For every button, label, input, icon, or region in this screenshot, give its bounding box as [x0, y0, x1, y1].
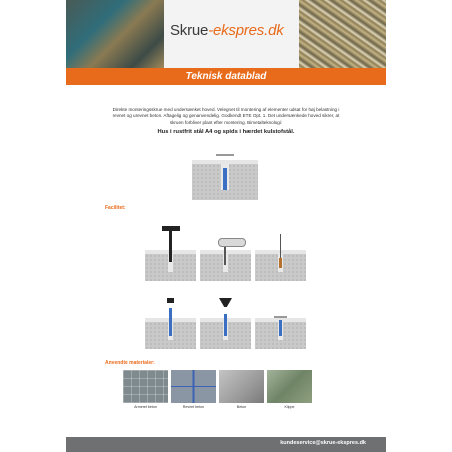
- page-title: Teknisk datablad: [185, 71, 267, 82]
- screw-icon: [169, 308, 172, 336]
- footer-bar: [66, 437, 386, 452]
- facilitet-label: Facilitet:: [105, 205, 126, 211]
- screw-icon: [279, 320, 282, 336]
- screws-photo: [299, 0, 386, 68]
- brand-logo[interactable]: [170, 22, 284, 39]
- screw-icon: [224, 314, 227, 336]
- installed-screw-diagram: [192, 160, 258, 200]
- fixture-icon: [274, 316, 287, 318]
- step-5-tighten: [200, 318, 251, 349]
- step-3-measure: [255, 250, 306, 281]
- impact-driver-icon: [219, 298, 232, 307]
- contact-email-link[interactable]: kundeservice@skrue-ekspres.dk: [280, 440, 366, 446]
- logo-accent-text: -ekspres.dk: [208, 22, 284, 39]
- material-caption: Revnet beton: [182, 405, 205, 409]
- material-caption: Klippe: [284, 405, 295, 409]
- brush-icon: [279, 258, 282, 268]
- step-2-cleaning: [200, 250, 251, 281]
- drill-bit-icon: [169, 228, 172, 262]
- material-klippe-image: [267, 370, 312, 403]
- screw-head-icon: [167, 298, 174, 303]
- drill-icon: [162, 226, 180, 231]
- step-1-drilling: [145, 250, 196, 281]
- step-6-done: [255, 318, 306, 349]
- blower-nozzle-icon: [224, 245, 226, 265]
- datasheet-page: [66, 0, 386, 452]
- tools-photo: [66, 0, 164, 68]
- blower-pump-icon: [218, 238, 246, 247]
- material-revnet-beton-image: [171, 370, 216, 403]
- step-4-insert: [145, 318, 196, 349]
- screw-icon: [223, 168, 227, 190]
- title-bar: [66, 68, 386, 85]
- material-armeret-beton-image: [123, 370, 168, 403]
- intro-highlight: Hus i rustfrit stål A4 og spids i hærdet kulstofstål.: [157, 129, 295, 135]
- fixture-icon: [216, 154, 234, 156]
- material-caption: Beton: [236, 405, 247, 409]
- intro-text: Direkte monteringsskrue med undersænket hoved. Velegnet til montering af elementer udsat for høj belastning i revnet og urevnet beton. Aftagelig og genanvendelig. Godkendt ETE Opt. 1. Det undersænkede hoved sikrer, at skruen forbliver plant efter montering. Bimetalteknologi:: [112, 107, 340, 125]
- logo-main-text: Skrue: [170, 22, 209, 39]
- materials-label: Anvendte materialer:: [105, 360, 155, 366]
- material-caption: Armeret beton: [134, 405, 157, 409]
- header-banner: [66, 0, 386, 68]
- material-beton-image: [219, 370, 264, 403]
